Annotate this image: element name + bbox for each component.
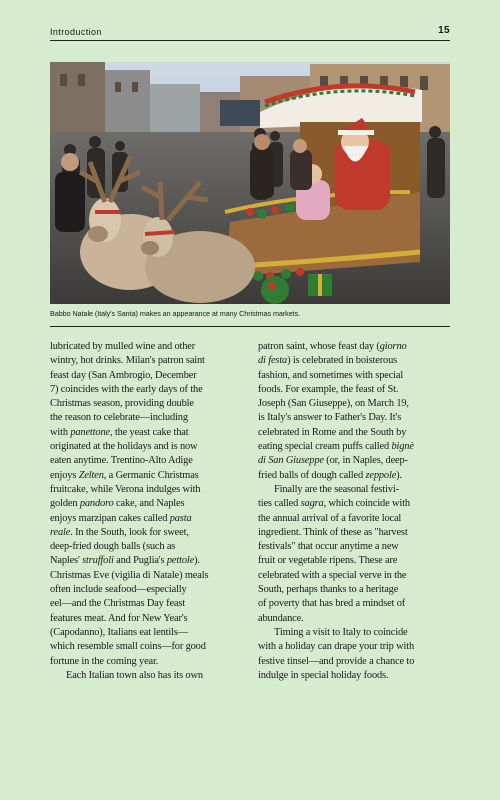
text-run: 7) coincides with the early days of the (50, 383, 203, 395)
text-run: enjoys marzipan cakes called (50, 512, 170, 524)
text-run: ties called (258, 498, 301, 510)
text-run: lubricated by mulled wine and other (50, 341, 196, 352)
text-line (50, 369, 245, 383)
text-line (258, 569, 453, 583)
body-column-right (258, 340, 453, 683)
text-line (258, 411, 453, 425)
text-line (258, 640, 453, 654)
text-run: Christmas season, providing double (50, 398, 194, 410)
text-line (50, 640, 245, 654)
text-run: celebrated with a special verve in the (258, 569, 407, 581)
text-line (50, 540, 245, 554)
text-line (50, 526, 245, 540)
italic-term: sagra (300, 498, 324, 510)
text-run: fortune in the coming year. (50, 655, 159, 667)
italic-term: pasta (169, 512, 192, 524)
text-run: ). (194, 555, 200, 567)
text-line (258, 540, 453, 554)
photo-caption: Babbo Natale (Italy's Santa) makes an appearance at many Christmas markets. (50, 309, 301, 318)
text-run: . In the South, look for sweet, (70, 526, 189, 538)
text-run: fruit or vegetable ripens. These are (258, 555, 398, 567)
text-line (50, 655, 245, 669)
italic-term: Zelten (78, 469, 104, 481)
text-run: deep-fried dough balls (such as (50, 541, 176, 553)
text-run: foods. For example, the feast of St. (258, 383, 399, 395)
text-run: eaten anytime. Trentino-Alto Adige (50, 455, 193, 467)
text-run: ) is celebrated in boisterous (287, 355, 398, 367)
text-line (50, 597, 245, 611)
body-column-left (50, 340, 245, 683)
text-run: originated at the holidays and is now (50, 441, 198, 453)
text-run: Christmas Eve (vigilia di Natale) meals (50, 569, 209, 581)
text-line (258, 454, 453, 468)
header-rule (50, 40, 450, 41)
text-line (50, 669, 245, 683)
text-run: patron saint, whose feast day ( (258, 341, 380, 352)
text-line (258, 483, 453, 497)
text-line (50, 497, 245, 511)
text-line (258, 583, 453, 597)
text-run: Timing a visit to Italy to coincide (274, 626, 408, 638)
text-run: , which coincide with (323, 498, 410, 510)
text-line (258, 626, 453, 640)
text-run: , the yeast cake that (109, 426, 189, 438)
text-run: fruitcake, while Verona indulges with (50, 483, 201, 495)
text-line (50, 612, 245, 626)
text-line (258, 426, 453, 440)
text-line (50, 426, 245, 440)
running-head (50, 25, 450, 39)
text-run: with (50, 426, 71, 438)
text-line (258, 497, 453, 511)
text-line (258, 369, 453, 383)
text-run: Joseph (San Giuseppe), on March 19, (258, 398, 409, 410)
text-run: feast day (San Ambrogio, December (50, 369, 197, 381)
italic-term: pettole (166, 555, 195, 567)
section-title: Introduction (50, 27, 102, 37)
text-run: festive tinsel—and provide a chance to (258, 655, 415, 667)
text-run: is Italy's answer to Father's Day. It's (258, 412, 402, 424)
text-line (50, 569, 245, 583)
text-line (50, 512, 245, 526)
text-run: festivals" that occur anytime a new (258, 541, 399, 553)
text-line (258, 669, 453, 683)
italic-term: pandoro (79, 498, 114, 510)
text-line (258, 383, 453, 397)
text-line (258, 597, 453, 611)
text-line (50, 383, 245, 397)
text-line (50, 354, 245, 368)
text-run: (Capodanno), Italians eat lentils— (50, 626, 189, 638)
text-line (50, 454, 245, 468)
text-line (258, 397, 453, 411)
text-line (258, 655, 453, 669)
text-line (258, 354, 453, 368)
text-run: wintry, hot drinks. Milan's patron saint (50, 355, 205, 367)
text-line (50, 440, 245, 454)
text-run: abundance. (258, 612, 304, 624)
text-run: indulge in special holiday foods. (258, 669, 389, 681)
text-line (258, 554, 453, 568)
page-number: 15 (438, 25, 450, 36)
text-run: ingredient. Think of these as "harvest (258, 526, 408, 538)
text-run: celebrated in Rome and the South by (258, 426, 407, 438)
text-line (258, 526, 453, 540)
christmas-market-photo (50, 62, 450, 304)
text-line (50, 554, 245, 568)
text-run: fashion, and sometimes with special (258, 369, 404, 381)
text-line (50, 583, 245, 597)
text-line (258, 440, 453, 454)
italic-term: giorno (379, 341, 407, 352)
text-line (50, 483, 245, 497)
text-run: , a Germanic Christmas (103, 469, 199, 481)
text-run: ). (396, 469, 402, 481)
text-run: golden (50, 498, 80, 510)
text-run: fried balls of dough called (258, 469, 366, 481)
italic-term: di festa (258, 355, 288, 367)
text-line (258, 469, 453, 483)
text-run: cake, and Naples (113, 498, 185, 510)
text-run: features meat. And for New Year's (50, 612, 188, 624)
italic-term: di San Giuseppe (258, 455, 324, 467)
text-line (258, 512, 453, 526)
text-run: eating special cream puffs called (258, 441, 392, 453)
text-run: enjoys (50, 469, 79, 481)
text-run: the reason to celebrate—including (50, 412, 188, 424)
text-run: and Puglia's (113, 555, 167, 567)
caption-rule (50, 326, 450, 327)
text-line (258, 612, 453, 626)
italic-term: panettone (70, 426, 110, 438)
text-line (258, 340, 453, 354)
text-run: the annual arrival of a favorite local (258, 512, 402, 524)
text-run: (or, in Naples, deep- (323, 455, 408, 467)
text-run: often include seafood—especially (50, 584, 187, 596)
text-line (50, 411, 245, 425)
text-line (50, 340, 245, 354)
text-run: Naples' (50, 555, 83, 567)
text-run: South, perhaps thanks to a heritage (258, 584, 399, 596)
italic-term: zeppole (365, 469, 397, 481)
text-run: Each Italian town also has its own (66, 669, 203, 681)
text-line (50, 469, 245, 483)
text-run: Finally are the seasonal festivi- (274, 483, 399, 495)
text-line (50, 626, 245, 640)
text-run: eel—and the Christmas Day feast (50, 598, 186, 610)
text-run: which resemble small coins—for good (50, 641, 206, 653)
text-line (50, 397, 245, 411)
italic-term: reale (50, 526, 71, 538)
italic-term: bignè (391, 441, 414, 453)
italic-term: struffoli (82, 555, 114, 567)
text-run: of poverty that has bred a mindset of (258, 598, 406, 610)
text-run: with a holiday can drape your trip with (258, 641, 415, 653)
